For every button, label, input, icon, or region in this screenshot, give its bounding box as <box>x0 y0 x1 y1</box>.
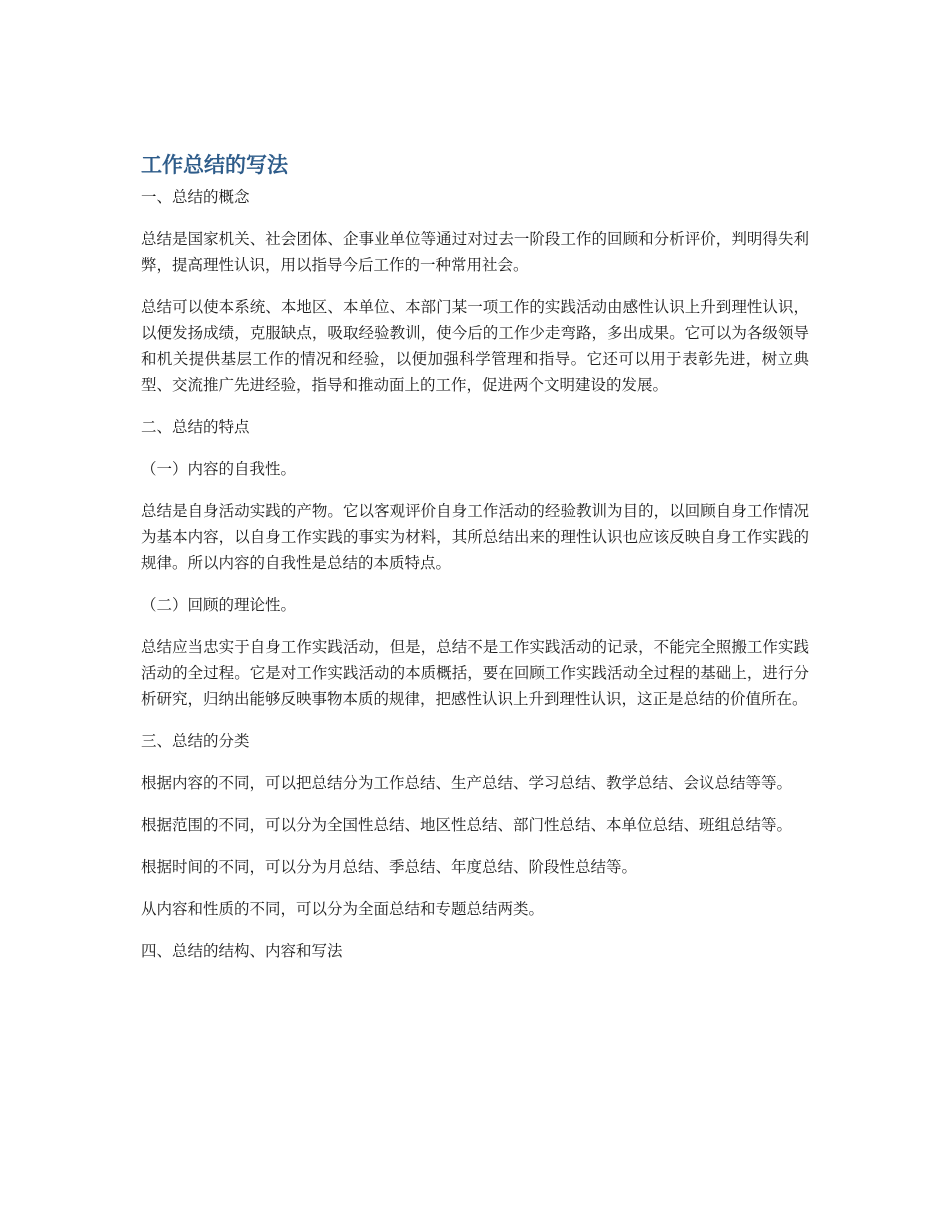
paragraph-class-nature: 从内容和性质的不同，可以分为全面总结和专题总结两类。 <box>141 900 545 918</box>
paragraph-class-content: 根据内容的不同，可以把总结分为工作总结、生产总结、学习总结、教学总结、会议总结等等。 <box>141 774 793 792</box>
section-heading-classification: 三、总结的分类 <box>141 732 250 750</box>
subheading-self-content: （一）内容的自我性。 <box>141 460 297 478</box>
paragraph-concept-definition: 总结是国家机关、社会团体、企事业单位等通过对过去一阶段工作的回顾和分析评价，判明得失利弊，提高理性认识，用以指导今后工作的一种常用社会。 <box>141 230 809 274</box>
section-heading-structure: 四、总结的结构、内容和写法 <box>141 942 343 960</box>
document-title: 工作总结的写法 <box>141 153 288 177</box>
section-heading-concept: 一、总结的概念 <box>141 188 250 206</box>
paragraph-class-time: 根据时间的不同，可以分为月总结、季总结、年度总结、阶段性总结等。 <box>141 858 638 876</box>
document-page <box>141 150 809 980</box>
paragraph-theory: 总结应当忠实于自身工作实践活动，但是，总结不是工作实践活动的记录，不能完全照搬工作实践活动的全过程。它是对工作实践活动的本质概括，要在回顾工作实践活动全过程的基础上，进行分析研究，归纳出能够反映事物本质的规律，把感性认识上升到理性认识，这正是总结的价值所在。 <box>141 638 809 708</box>
paragraph-self-content: 总结是自身活动实践的产物。它以客观评价自身工作活动的经验教训为目的，以回顾自身工作情况为基本内容，以自身工作实践的事实为材料，其所总结出来的理性认识也应该反映自身工作实践的规律。所以内容的自我性是总结的本质特点。 <box>141 502 809 572</box>
paragraph-class-scope: 根据范围的不同，可以分为全国性总结、地区性总结、部门性总结、本单位总结、班组总结等。 <box>141 816 793 834</box>
paragraph-concept-purpose: 总结可以使本系统、本地区、本单位、本部门某一项工作的实践活动由感性认识上升到理性认识，以便发扬成绩，克服缺点，吸取经验教训，使今后的工作少走弯路，多出成果。它可以为各级领导和机关提供基层工作的情况和经验，以便加强科学管理和指导。它还可以用于表彰先进，树立典型、交流推广先进经验，指导和推动面上的工作，促进两个文明建设的发展。 <box>141 298 809 394</box>
subheading-theory: （二）回顾的理论性。 <box>141 596 297 614</box>
section-heading-features: 二、总结的特点 <box>141 418 250 436</box>
